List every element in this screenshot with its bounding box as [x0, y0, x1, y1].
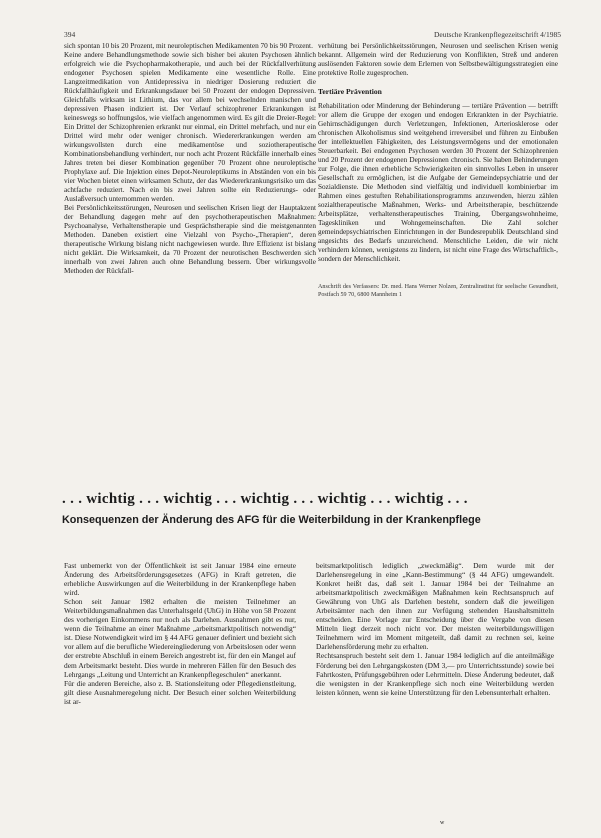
article2-column-2: [316, 561, 554, 811]
wichtig-banner: . . . wichtig . . . wichtig . . . wichtig . . . wichtig . . . wichtig . . .: [62, 491, 468, 507]
paragraph: Bei Persönlichkeitsstörungen, Neurosen und seelischen Krisen liegt der Hauptakzent der Behandlung dagegen mehr auf den psychotherapeutischen Maßnahmen: Psychoanalyse, Verhaltenstherapie und Gesprächstherapie sind die meistgenannten Methoden. Daneben existiert eine Vielzahl von Psycho-„Therapien“, deren therapeutische Wirkung bislang nicht nachgewiesen wurde. Ihre Effizienz ist bislang nicht geklärt. Die Wirksamkeit, da 70 Prozent der neurotischen Beschwerden sich innerhalb von zwei Jahren auch ohne Behandlung bessern. Über wirkungsvolle Methoden der Rückfall-: [64, 204, 316, 275]
journal-name: Deutsche Krankenpflegezeitschrift 4/1985: [433, 30, 561, 39]
paragraph: beitsmarktpolitisch lediglich „zweckmäßig“. Dem wurde mit der Darlehensregelung in eine „Kann-Bestimmung“ (§ 44 AFG) umgewandelt. Konkret heißt das, daß seit 1. Januar 1984 bei der Teilnahme an arbeitsmarktpolitisch zweckmäßigen Maßnahmen kein Rechtsanspruch auf Gewährung von UhG als Darlehen besteht, sondern daß die jeweiligen Arbeitsämter nach den ihnen zur Verfügung stehenden Haushaltsmitteln entscheiden. Eine Vorlage zur Entscheidung über die Vergabe von diesen Mitteln liegt derzeit noch nicht vor. Der meisten weiterbildungswilligen Teilnehmern wird im Moment mitgeteilt, daß damit zu rechnen sei, keine Darlehensförderung mehr zu erhalten.: [316, 561, 554, 652]
section-heading: Tertiäre Prävention: [318, 87, 382, 96]
paragraph: Für die anderen Bereiche, also z. B. Stationsleitung oder Pflegedienstleitung, gilt diese Ausnahmeregelung nicht. Der Besuch einer solchen Weiterbildung ist ar-: [64, 678, 296, 706]
paragraph: Fast unbemerkt von der Öffentlichkeit ist seit Januar 1984 eine erneute Änderung des Arbeitsförderungsgesetzes (AFG) in Kraft getreten, die erhebliche Auswirkungen auf die Weiterbildung in der Krankenpflege haben wird.: [64, 561, 296, 598]
author-address: Anschrift des Verfassers: Dr. med. Hans Werner Nolzen, Zentralinstitut für seelische Gesundheit, Postfach 59 70, 6800 Mannheim 1: [318, 284, 558, 298]
paragraph: Keine andere Behandlungsmethode sowie sich bisher bei akuten Psychosen ähnlich erfolgreich wie die Psychopharmakotherapie, und auch bei der Rückfallverhütung endogener Psychosen spielen Medikamente eine wesentliche Rolle. Eine Langzeitmedikation von Antidepressiva in niedriger Dosierung reduziert die Rückfallhäufigkeit und Erkrankungsdauer bei 50 Prozent der endogen Depressiven. Gleichfalls wirksam ist Lithium, das vor allem bei wechselnden manischen und depressiven Phasen indiziert ist. Der Verlauf schizophrener Erkrankungen ist keineswegs so hoffnungslos, wie vielfach angenommen wird. Es gilt die Dreier-Regel: Ein Drittel der Schizophrenien erkrankt nur einmal, ein Drittel mehrfach, und nur ein Drittel wird mehr oder weniger chronisch. Wiedererkrankungen werden am wirkungsvollsten durch eine medikamentöse und soziotherapeutische Kombinationsbehandlung verhindert, nur noch acht Prozent Rückfälle innerhalb eines Jahres treten bei dieser Kombination gegenüber 70 Prozent ohne neuroleptische Prophylaxe auf. Die Injektion eines Depot-Neuroleptikums in Abständen von ein bis vier Wochen bietet einen wirksamen Schutz, der das Wiedererkrankungsrisiko um das achtfache reduziert. Nach ein bis zwei Jahren sollte ein Reduzierungs- oder Auslaßversuch unternommen werden.: [64, 51, 316, 203]
paragraph: Rehabilitation oder Minderung der Behinderung — tertiäre Prävention — betrifft vor allem die Gruppe der exogen und endogen Erkrankten in der Psychiatrie. Gehirnschädigungen durch Verletzungen, Infektionen, Arteriosklerose oder chronischen Alkoholismus sind weitgehend irreversibel und führen zu Einbußen der intellektuellen Fähigkeiten, des Leistungsvermögens und der emotionalen Steuerbarkeit. Bei endogenen Psychosen werden 30 Prozent der Schizophrenien und 20 Prozent der endogenen Depressionen chronisch. Sie haben Behinderungen zur Folge, die ihnen erhebliche Schwierigkeiten ein sinnvolles Leben in unserer Gesellschaft zu ermöglichen, ist die Aufgabe der Gemeindepsychiatrie und der Sozialdienste. Die Methoden sind vielfältig und individuell kombinierbar im Rahmen eines gestuften Rehabilitationsprogramms anzuwenden, hierzu zählen sozialtherapeutische Maßnahmen, Werks- und Arbeitstherapie, beschützende Arbeitsplätze, verhaltenstherapeutisches Training, Übergangswohnheime, Tageskliniken und Wohngemeinschaften. Die Zahl solcher gemeindepsychiatrischen Einrichtungen in der Bundesrepublik Deutschland sind angesichts des Bedarfs unzureichend. Menschliche Leiden, die wir nicht verhindern können, wenigstens zu lindern, ist nicht eine Frage des Wirtschaftlich-, sondern der Menschlichkeit.: [318, 102, 558, 263]
paragraph: verhütung bei Persönlichkeitsstörungen, Neurosen und seelischen Krisen wenig bekannt. Allgemein wird der Reduzierung von Konflikten, Streß und anderen auslösenden Faktoren sowie dem Erlernen von Selbstbewältigungsstrategien eine protektive Rolle zugesprochen.: [318, 42, 558, 77]
article-title: Konsequenzen der Änderung des AFG für die Weiterbildung in der Krankenpflege: [62, 514, 481, 526]
article1-column-1: [64, 42, 316, 440]
article1-column-2: [318, 42, 558, 440]
article2-column-1: [64, 561, 296, 811]
footer-mark: w: [440, 820, 445, 826]
page-number: 394: [64, 30, 76, 39]
paragraph: Rechtsanspruch besteht seit dem 1. Januar 1984 lediglich auf die anteilmäßige Förderung bei den Lehrgangskosten (DM 3,— pro Unterrichtsstunde) sowie bei Fahrtkosten, Prüfungsgebühren oder Lehrmitteln. Diese Änderung bedeutet, daß die wenigsten in der Krankenpflege sich noch eine Weiterbildung werden leisten können, wenn sie keine Unterstützung für den Lebensunterhalt erhalten.: [316, 651, 554, 697]
paragraph: Schon seit Januar 1982 erhalten die meisten Teilnehmer an Weiterbildungsmaßnahmen das Unterhaltsgeld (UhG) in Höhe von 58 Prozent des vorherigen Einkommens nur noch als Darlehen. Ausnahmen gibt es nur, wenn die Teilnahme an einer Maßnahme „arbeitsmarktpolitisch notwendig“ ist. Diese Notwendigkeit wird im § 44 AFG genauer definiert und bezieht sich vor allem auf die berufliche Wiedereingliederung von Arbeitslosen oder wenn der erstrebte Abschluß in einem Bereich angestrebt ist, für den ein Mangel auf dem Arbeitsmarkt besteht. Dies wurde in mehreren Fällen für den Besuch des Lehrgangs „Leitung und Unterricht an Krankenpflegeschulen“ anerkannt.: [64, 597, 296, 679]
paragraph: sich spontan 10 bis 20 Prozent, mit neuroleptischen Medikamenten 70 bis 90 Prozent.: [64, 42, 313, 50]
